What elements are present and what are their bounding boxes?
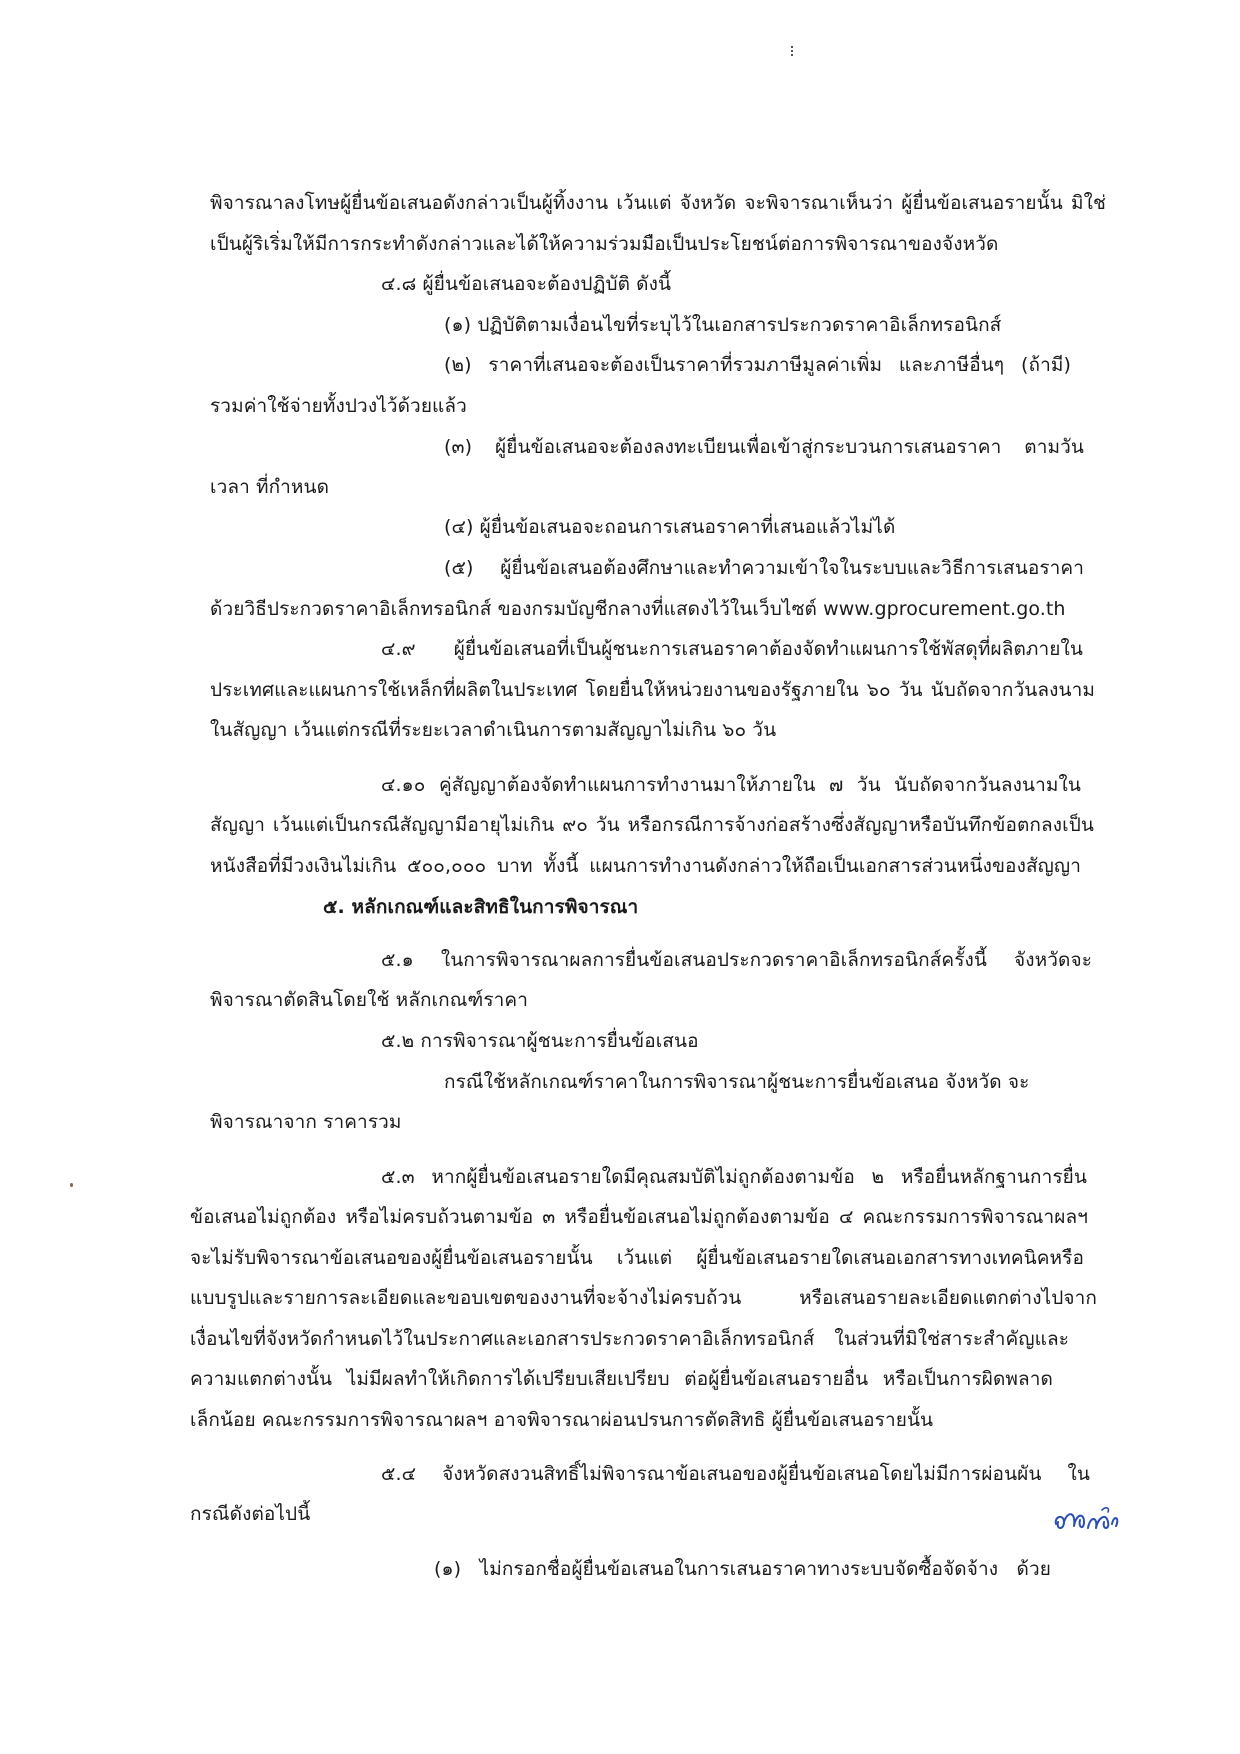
text-line: พิจารณาลงโทษผู้ยื่นข้อเสนอดังกล่าวเป็นผู้ทิ้งงาน เว้นแต่ จังหวัด จะพิจารณาเห็นว่า ผู้ยื่นข้อเสนอรายนั้น มิใช่ — [210, 192, 1106, 214]
text-line: สัญญา เว้นแต่เป็นกรณีสัญญามีอายุไม่เกิน ๙๐ วัน หรือกรณีการจ้างก่อสร้างซึ่งสัญญาหรือบันทึกข้อตกลงเป็น — [210, 814, 1094, 836]
handwritten-initials — [1050, 1500, 1122, 1536]
text-line: หนังสือที่มีวงเงินไม่เกิน ๕๐๐,๐๐๐ บาท ทั้งนี้ แผนการทำงานดังกล่าวให้ถือเป็นเอกสารส่วนหนึ่งของสัญญา — [210, 855, 1081, 877]
text-line: พิจารณาจาก ราคารวม — [210, 1111, 402, 1133]
text-line: เป็นผู้ริเริ่มให้มีการกระทำดังกล่าวและได้ให้ความร่วมมือเป็นประโยชน์ต่อการพิจารณาของจังหวัด — [210, 233, 999, 255]
text-line: ประเทศและแผนการใช้เหล็กที่ผลิตในประเทศ โดยยื่นให้หน่วยงานของรัฐภายใน ๖๐ วัน นับถัดจากวันลงนาม — [210, 679, 1095, 701]
text-line: กรณีใช้หลักเกณฑ์ราคาในการพิจารณาผู้ชนะการยื่นข้อเสนอ จังหวัด จะ — [444, 1071, 1030, 1093]
text-line: ในสัญญา เว้นแต่กรณีที่ระยะเวลาดำเนินการตามสัญญาไม่เกิน ๖๐ วัน — [210, 719, 777, 741]
text-line: พิจารณาตัดสินโดยใช้ หลักเกณฑ์ราคา — [210, 989, 528, 1011]
clause-4-8: ๔.๘ ผู้ยื่นข้อเสนอจะต้องปฏิบัติ ดังนี้ — [381, 273, 672, 295]
text-line: เวลา ที่กำหนด — [210, 476, 330, 498]
text-line: รวมค่าใช้จ่ายทั้งปวงไว้ด้วยแล้ว — [210, 395, 467, 417]
text-line: ข้อเสนอไม่ถูกต้อง หรือไม่ครบถ้วนตามข้อ ๓ หรือยื่นข้อเสนอไม่ถูกต้องตามข้อ ๔ คณะกรรมการพิจารณาผลฯ — [190, 1206, 1088, 1228]
text-line: แบบรูปและรายการละเอียดและขอบเขตของงานที่จะจ้างไม่ครบถ้วน หรือเสนอรายละเอียดแตกต่างไปจาก — [190, 1287, 1097, 1309]
item-5-4-1: (๑) ไม่กรอกชื่อผู้ยื่นข้อเสนอในการเสนอราคาทางระบบจัดซื้อจัดจ้าง ด้วย — [434, 1558, 1051, 1580]
text-line: เงื่อนไขที่จังหวัดกำหนดไว้ในประกาศและเอกสารประกวดราคาอิเล็กทรอนิกส์ ในส่วนที่มิใช่สาระสำคัญและ — [190, 1328, 1069, 1350]
text-line: กรณีดังต่อไปนี้ — [190, 1503, 311, 1525]
item-2: (๒) ราคาที่เสนอจะต้องเป็นราคาที่รวมภาษีมูลค่าเพิ่ม และภาษีอื่นๆ (ถ้ามี) — [444, 354, 1071, 376]
clause-5-3: ๕.๓ หากผู้ยื่นข้อเสนอรายใดมีคุณสมบัติไม่ถูกต้องตามข้อ ๒ หรือยื่นหลักฐานการยื่น — [381, 1166, 1087, 1188]
item-1: (๑) ปฏิบัติตามเงื่อนไขที่ระบุไว้ในเอกสารประกวดราคาอิเล็กทรอนิกส์ — [444, 314, 1002, 336]
clause-4-9: ๔.๙ ผู้ยื่นข้อเสนอที่เป็นผู้ชนะการเสนอราคาต้องจัดทำแผนการใช้พัสดุที่ผลิตภายใน — [381, 638, 1083, 660]
scan-speck — [70, 1183, 73, 1187]
clause-5-2: ๕.๒ การพิจารณาผู้ชนะการยื่นข้อเสนอ — [381, 1030, 699, 1052]
item-5: (๕) ผู้ยื่นข้อเสนอต้องศึกษาและทำความเข้าใจในระบบและวิธีการเสนอราคา — [444, 557, 1084, 579]
item-3: (๓) ผู้ยื่นข้อเสนอจะต้องลงทะเบียนเพื่อเข้าสู่กระบวนการเสนอราคา ตามวัน — [444, 436, 1084, 458]
text-line: ความแตกต่างนั้น ไม่มีผลทำให้เกิดการได้เปรียบเสียเปรียบ ต่อผู้ยื่นข้อเสนอรายอื่น หรือเป็นการผิดพลาด — [190, 1368, 1053, 1390]
clause-5-4: ๕.๔ จังหวัดสงวนสิทธิ์ไม่พิจารณาข้อเสนอของผู้ยื่นข้อเสนอโดยไม่มีการผ่อนผัน ใน — [381, 1463, 1090, 1485]
clause-5-1: ๕.๑ ในการพิจารณาผลการยื่นข้อเสนอประกวดราคาอิเล็กทรอนิกส์ครั้งนี้ จังหวัดจะ — [381, 949, 1092, 971]
section-5-heading: ๕. หลักเกณฑ์และสิทธิในการพิจารณา — [323, 896, 639, 918]
text-line: จะไม่รับพิจารณาข้อเสนอของผู้ยื่นข้อเสนอรายนั้น เว้นแต่ ผู้ยื่นข้อเสนอรายใดเสนอเอกสารทางเทคนิคหรือ — [190, 1247, 1084, 1269]
item-4: (๔) ผู้ยื่นข้อเสนอจะถอนการเสนอราคาที่เสนอแล้วไม่ได้ — [444, 516, 896, 538]
text-line: เล็กน้อย คณะกรรมการพิจารณาผลฯ อาจพิจารณาผ่อนปรนการตัดสิทธิ ผู้ยื่นข้อเสนอรายนั้น — [190, 1409, 934, 1431]
text-line: ด้วยวิธีประกวดราคาอิเล็กทรอนิกส์ ของกรมบัญชีกลางที่แสดงไว้ในเว็บไซต์ www.gprocurement.go.th — [210, 598, 1066, 620]
clause-4-10: ๔.๑๐ คู่สัญญาต้องจัดทำแผนการทำงานมาให้ภายใน ๗ วัน นับถัดจากวันลงนามใน — [381, 774, 1081, 796]
top-mark — [791, 46, 795, 56]
